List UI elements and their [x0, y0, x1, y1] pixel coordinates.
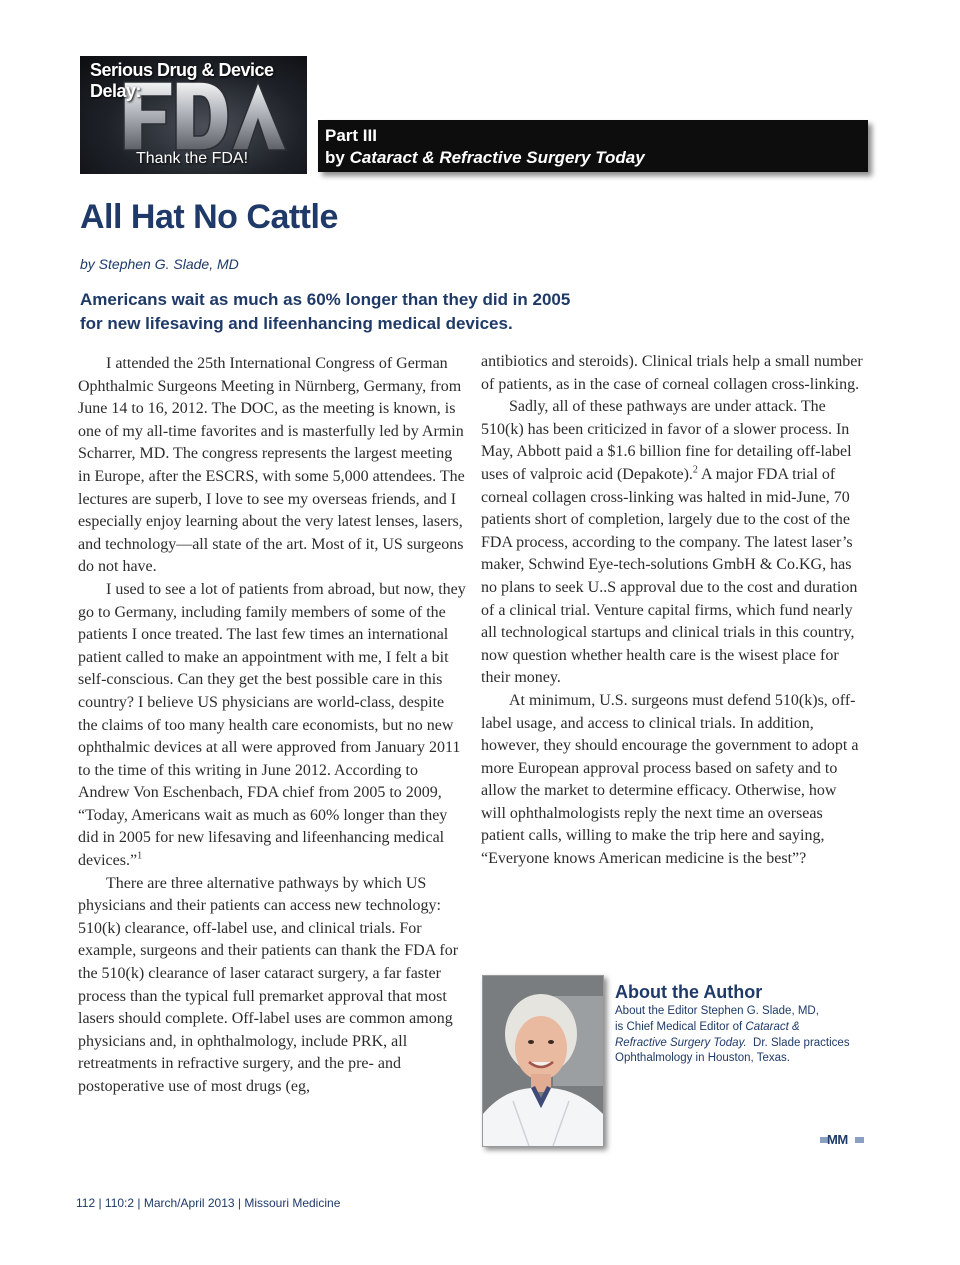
left-paragraph-1: I attended the 25th International Congress of German Ophthalmic Surgeons Meeting in Nürnberg, Germany, from June 14 to 16, 2012. The DOC, as the meeting is known, is one of my all-time favorites and is masterfully led by Armin Scharrer, MD. The congress represents the largest meeting in Europe, after the ESCRS, with some 5,000 attendees. The lectures are superb, I love to see my overseas friends, and I especially enjoy learning about the very latest lenses, lasers, and technology—all state of the art. Most of it, US surgeons do not have. — [78, 355, 465, 576]
author-line-2-prefix: is Chief Medical Editor of — [615, 1020, 746, 1033]
author-photo — [482, 975, 604, 1147]
page-footer: 112 | 110:2 | March/April 2013 | Missouri Medicine — [76, 1196, 341, 1210]
by-prefix: by — [325, 148, 350, 167]
right-paragraph-2-text-a: Sadly, all of these pathways are under attack. The 510(k) has been criticized in favor of a slower process. In May, Abbott paid a $1.6 billion fine for detailing off-label uses of valproic acid (Depakote). — [481, 398, 852, 483]
footnote-ref-2: 2 — [692, 464, 698, 476]
right-paragraph-2-text-b: A major FDA trial of corneal collagen cross-linking was halted in mid-June, 70 patients short of completion, largely due to the cost of the FDA process, according to the company. The latest laser’s maker, Schwind Eye-tech-solutions GmbH & Co.KG, has no plans to seek U..S approval due to the cost and duration of a clinical trial. Venture capital firms, which fund nearly all technological startups and clinical trials in this country, now question whether health care is the wisest place for their money. — [481, 465, 858, 687]
end-mark-text: MM — [827, 1132, 848, 1147]
deck-line-2: for new lifesaving and lifeenhancing medical devices. — [80, 314, 513, 333]
author-line-4: Ophthalmology in Houston, Texas. — [615, 1052, 790, 1065]
author-line-2 — [615, 1020, 865, 1036]
deck-line-1: Americans wait as much as 60% longer than they did in 2005 — [80, 290, 571, 309]
banner-title: Serious Drug & Device Delay: — [90, 60, 274, 101]
article-deck — [80, 288, 600, 336]
left-column — [78, 353, 466, 1099]
publication-name: Cataract & Refractive Surgery Today — [349, 148, 645, 167]
end-mark — [820, 1133, 864, 1147]
right-paragraph-1: antibiotics and steroids). Clinical trials help a small number of patients, as in the case of corneal collagen cross-linking. — [481, 353, 863, 393]
footnote-ref-1: 1 — [137, 850, 143, 862]
article-title: All Hat No Cattle — [80, 198, 338, 236]
left-paragraph-2-text: I used to see a lot of patients from abroad, but now, they go to Germany, including family members of some of the patients I once treated. The last few times an international patient called to make an appointment with me, I felt a bit self-conscious. Can they get the best possible care in this country? I believe US physicians are world-class, despite the claims of too many health care economists, but no new ophthalmic devices at all were approved from January 2011 to the time of this writing in June 2012. According to Andrew Von Eschenbach, FDA chief from 2005 to 2009, “Today, Americans wait as much as 60% longer than they did in 2005 for new lifesaving and lifeenhancing medical devices.” — [78, 580, 466, 870]
author-line-3-suffix: Dr. Slade practices — [746, 1036, 850, 1049]
author-line-3-italic: Refractive Surgery Today. — [615, 1036, 747, 1049]
right-paragraph-2 — [481, 396, 863, 690]
author-box-text — [615, 1004, 865, 1067]
fda-banner-logo — [80, 56, 307, 174]
part-bar — [318, 120, 868, 172]
part-label: Part III — [325, 126, 377, 145]
left-paragraph-2 — [78, 579, 466, 873]
author-line-2-italic: Cataract & — [745, 1020, 800, 1033]
left-paragraph-3: There are three alternative pathways by which US physicians and their patients can access new technology: 510(k) clearance, off-label use, and clinical trials. For example, surgeons and their patients can thank the FDA for the 510(k) clearance of laser cataract surgery, a far faster process than the typical full premarket approval that most lasers should complete. Off-label uses are common among physicians and, in ophthalmology, include PRK, all retreatments in refractive surgery, and the pre- and postoperative use of most drugs (eg, — [78, 874, 459, 1095]
right-paragraph-3: At minimum, U.S. surgeons must defend 510(k)s, off-label usage, and access to clinical trials. In addition, however, they should encourage the government to adopt a more European approval process based on safety and to allow the market to determine efficacy. Otherwise, how will ophthalmologists reply the next time an overseas patient calls, willing to make the trip here and saying, “Everyone knows American medicine is the best”? — [481, 691, 859, 868]
author-portrait-graphic — [483, 976, 603, 1146]
right-column — [481, 351, 863, 871]
author-line-3 — [615, 1036, 865, 1052]
banner-subtitle: Thank the FDA! — [136, 150, 249, 167]
author-box-heading: About the Author — [615, 982, 763, 1002]
article-byline: by Stephen G. Slade, MD — [80, 256, 239, 272]
part-publication-line — [325, 148, 645, 168]
author-line-1: About the Editor Stephen G. Slade, MD, — [615, 1005, 819, 1017]
